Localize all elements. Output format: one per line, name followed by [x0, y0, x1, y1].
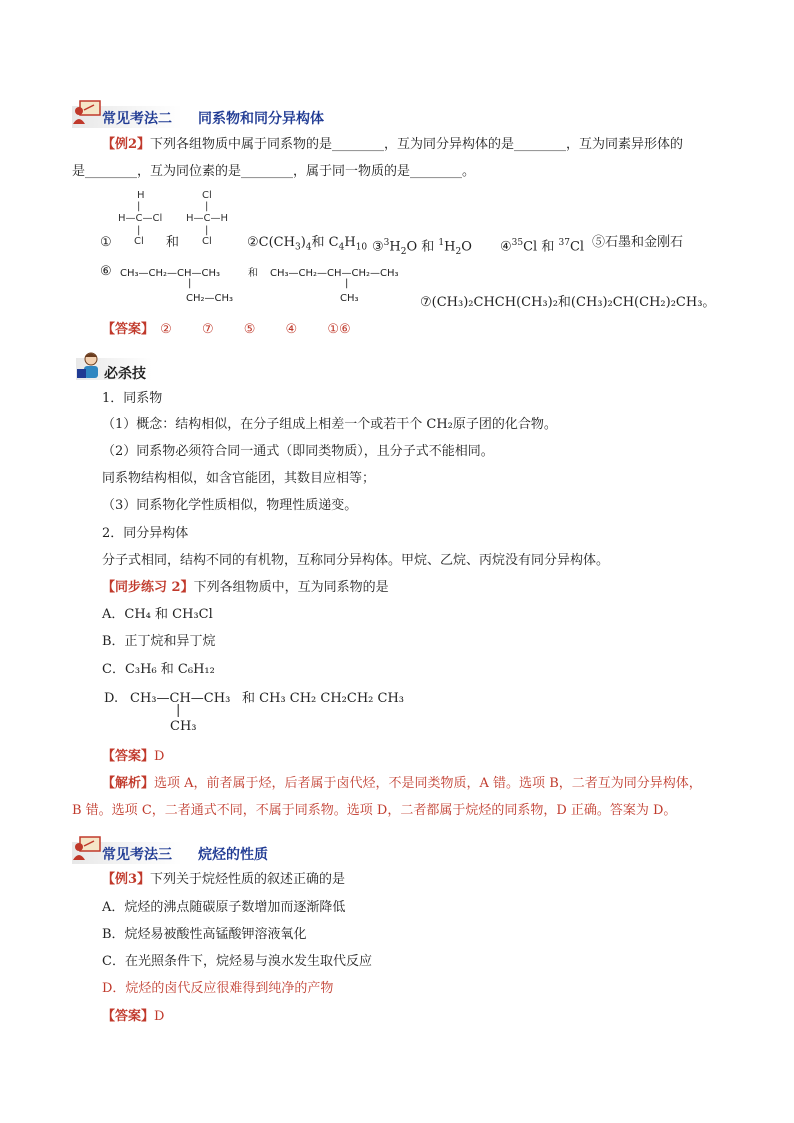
chain-formula: CH₃—CH₂—CH—CH₃: [120, 268, 221, 279]
student-icon: [74, 350, 104, 376]
bond-line: |: [137, 225, 141, 236]
option-number: ⑥: [100, 264, 112, 279]
explanation-tag: 【解析】: [102, 776, 155, 791]
atom-label: H: [137, 190, 145, 201]
section-number: 常见考法三: [102, 847, 172, 863]
branch-formula: CH₂—CH₃: [186, 293, 234, 304]
branch-formula: CH₃: [340, 293, 359, 304]
example-tag: 【例2】: [102, 137, 151, 152]
skill-paragraph: （1）概念：结构相似，在分子组成上相差一个或若干个 CH₂原子团的化合物。: [102, 417, 557, 432]
skill-paragraph: 分子式相同，结构不同的有机物，互称同分异构体。甲烷、乙烷、丙烷没有同分异构体。: [102, 553, 610, 568]
explanation-line: 选项 A，前者属于烃，后者属于卤代烃，不是同类物质，A 错。选项 B，二者互为同分异构体，: [154, 776, 702, 791]
option-a: A．CH₄ 和 CH₃Cl: [102, 607, 213, 622]
bond-line: |: [188, 278, 192, 289]
answer-tag: 【答案】: [102, 1009, 155, 1024]
option-a: A．烷烃的沸点随碳原子数增加而逐渐降低: [102, 900, 346, 915]
option-d-label: D.: [104, 691, 119, 706]
atom-label: Cl: [134, 236, 144, 247]
option-d-branch: CH₃: [170, 719, 197, 734]
bond-line: |: [205, 201, 209, 212]
option-d-chain: CH₃—CH—CH₃: [130, 691, 231, 706]
option-4: ④$^{35}$Cl 和 $^{37}$Cl: [500, 238, 585, 255]
bond-line: |: [205, 225, 209, 236]
skill-heading: 1．同系物: [102, 391, 163, 406]
section-title: 同系物和同分异构体: [198, 111, 324, 127]
answer-value: D: [154, 749, 165, 764]
practice-question: 下列各组物质中，互为同系物的是: [193, 580, 389, 595]
bond-line: |: [176, 703, 181, 718]
answer-value: D: [154, 1009, 165, 1024]
option-b: B．烷烃易被酸性高锰酸钾溶液氧化: [102, 927, 307, 942]
option-c: C．在光照条件下，烷烃易与溴水发生取代反应: [102, 954, 372, 969]
bond-line: |: [345, 278, 349, 289]
skill-paragraph: 同系物结构相似，如含官能团，其数目应相等；: [102, 471, 376, 486]
answer-row: 【答案】 ② ⑦ ⑤ ④ ①⑥: [102, 322, 351, 337]
option-5: ⑤石墨和金刚石: [592, 235, 684, 250]
option-7: ⑦(CH₃)₂CHCH(CH₃)₂和(CH₃)₂CH(CH₂)₂CH₃。: [420, 295, 716, 310]
molecule-b: H—C—H: [186, 213, 229, 224]
option-3: $③^3H_2O$ 和 $^1H_2O$: [372, 238, 472, 257]
option-b: B．正丁烷和异丁烷: [102, 634, 216, 649]
section-number: 常见考法二: [102, 111, 172, 127]
and-word: 和: [248, 268, 258, 279]
answer-tag: 【答案】: [102, 749, 155, 764]
option-d-and: 和 CH₃ CH₂ CH₂CH₂ CH₃: [242, 691, 405, 706]
bond-line: |: [137, 201, 141, 212]
skill-title: 必杀技: [104, 366, 146, 382]
teacher-icon: [72, 100, 102, 126]
and-word: 和: [166, 235, 180, 250]
skill-paragraph: （2）同系物必须符合同一通式（即同类物质），且分子式不能相同。: [102, 444, 494, 459]
skill-heading: 2．同分异构体: [102, 526, 189, 541]
section-title: 烷烃的性质: [198, 847, 268, 863]
question-line: 下列各组物质中属于同系物的是________，互为同分异构体的是________，互为同素异形体的: [150, 137, 684, 152]
skill-paragraph: （3）同系物化学性质相似，物理性质递变。: [102, 498, 358, 513]
atom-label: Cl: [202, 236, 212, 247]
example-tag: 【例3】: [102, 872, 151, 887]
teacher-icon: [72, 836, 102, 862]
option-c: C．C₃H₆ 和 C₆H₁₂: [102, 662, 215, 677]
atom-label: Cl: [202, 190, 212, 201]
question-line: 下列关于烷烃性质的叙述正确的是: [150, 872, 346, 887]
molecule-a: H—C—Cl: [118, 213, 163, 224]
explanation-line: B 错。选项 C，二者通式不同，不属于同系物。选项 D，二者都属于烷烃的同系物，D 正确。答案为 D。: [72, 803, 677, 818]
question-line: 是________，互为同位素的是________，属于同一物质的是________。: [72, 164, 476, 179]
option-2: $②C(CH_3)_4$和 $C_4H_{10}$: [247, 235, 368, 253]
option-number: ①: [100, 235, 112, 250]
practice-tag: 【同步练习 2】: [102, 580, 194, 595]
option-d: D．烷烃的卤代反应很难得到纯净的产物: [102, 981, 334, 996]
chain-formula: CH₃—CH₂—CH—CH₂—CH₃: [270, 268, 399, 279]
